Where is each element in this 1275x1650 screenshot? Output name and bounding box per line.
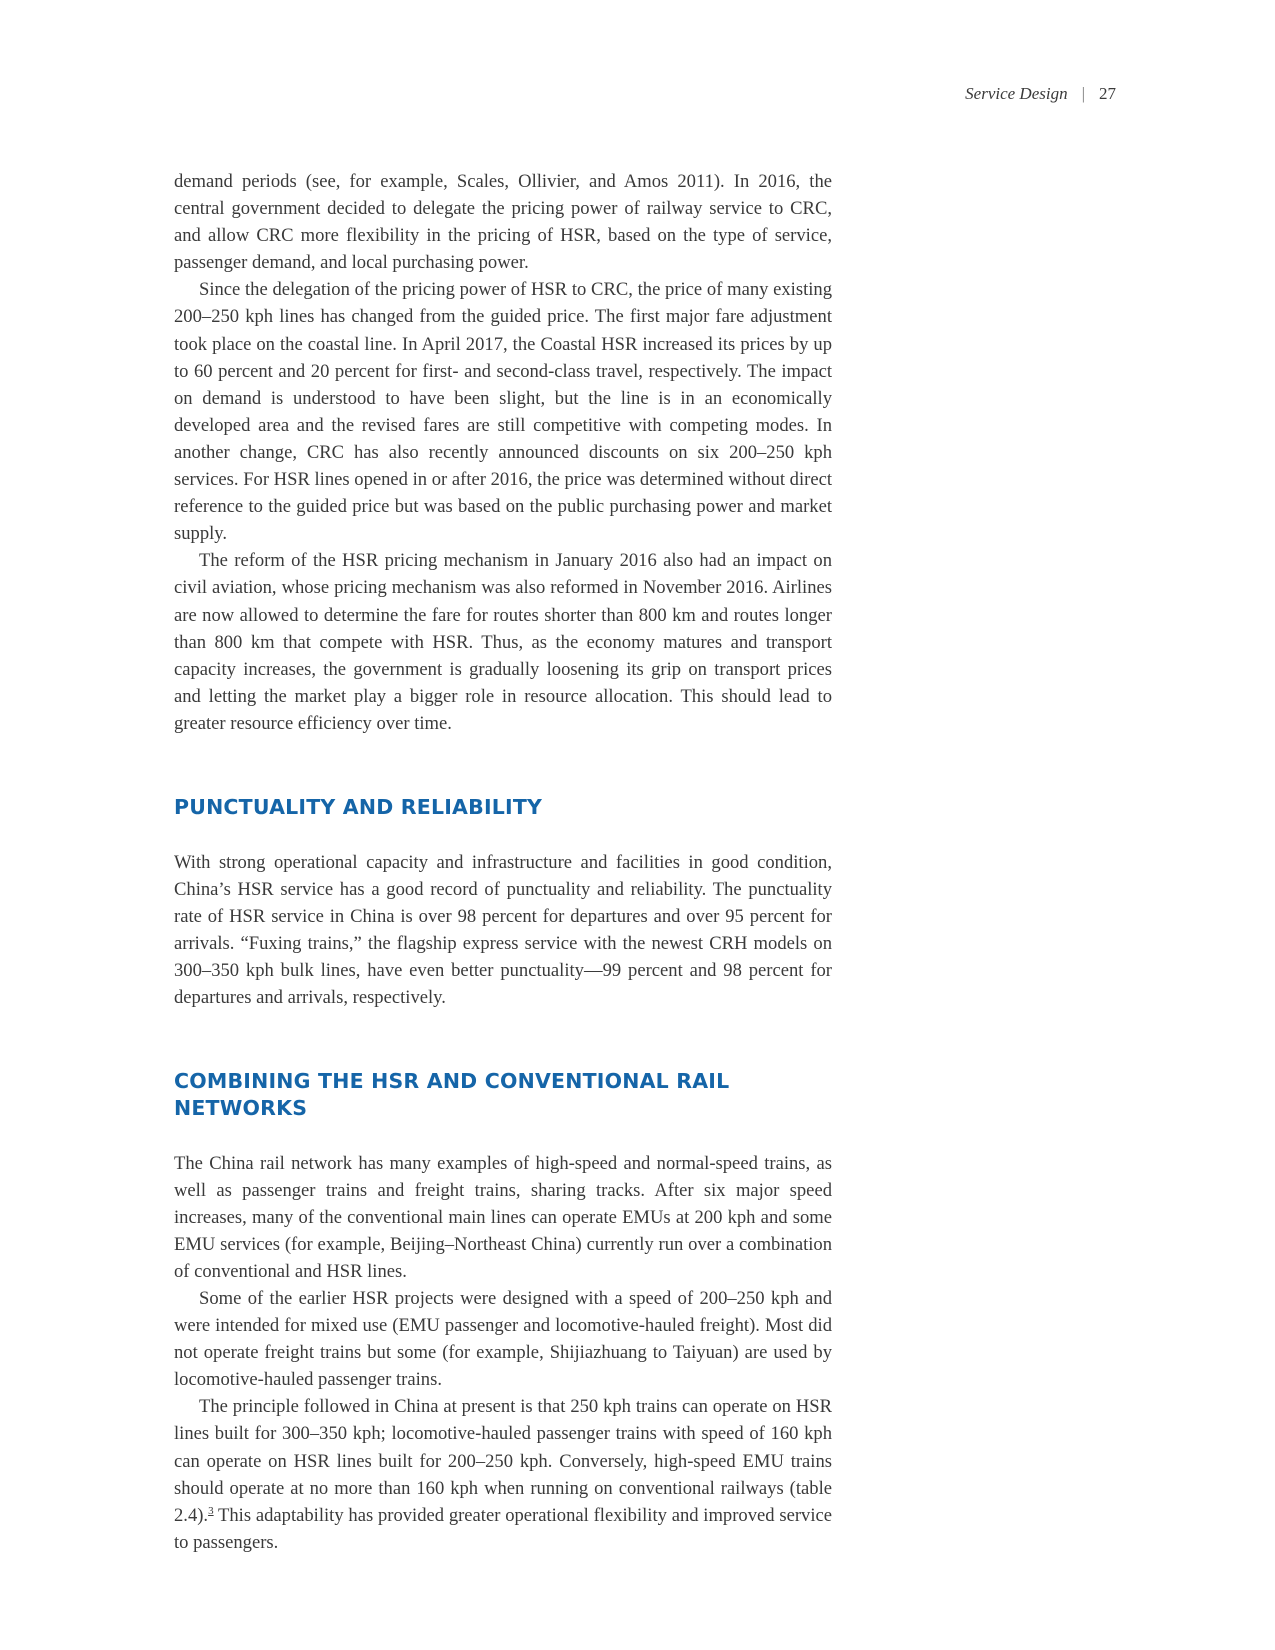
section-heading-block — [174, 794, 832, 821]
running-head-section: Service Design — [965, 84, 1068, 103]
body-paragraph: The China rail network has many examples of high-speed and normal-speed trains, as well as passenger trains and freight trains, sharing tracks. After six major speed increases, many of the conventional main lines can operate EMUs at 200 kph and some EMU services (for example, Beijing–Northeast China) currently run over a combination of conventional and HSR lines. — [174, 1152, 832, 1282]
section-heading-punctuality: PUNCTUALITY AND RELIABILITY — [174, 794, 543, 819]
heading-line: COMBINING THE HSR AND CONVENTIONAL RAIL — [174, 1068, 730, 1093]
body-paragraph: Since the delegation of the pricing power of HSR to CRC, the price of many existing 200–250 kph lines has changed from the guided price. The first major fare adjustment took place on the coastal line. In April 2017, the Coastal HSR increased its prices by up to 60 percent and 20 percent for first- and second-class travel, respectively. The impact on demand is understood to have been slight, but the line is in an economically developed area and the revised fares are still competitive with competing modes. In another change, CRC has also recently announced discounts on six 200–250 kph services. For HSR lines opened in or after 2016, the price was determined without direct reference to the guided price but was based on the public purchasing power and market supply. — [174, 279, 832, 545]
running-head-separator: | — [1081, 84, 1085, 103]
footnote-reference-link[interactable]: 3 — [208, 1504, 214, 1517]
section-heading-block — [174, 1068, 832, 1122]
section-heading-combining — [174, 1068, 832, 1122]
page-number: 27 — [1099, 84, 1116, 103]
heading-line: NETWORKS — [174, 1095, 308, 1120]
body-paragraph: Some of the earlier HSR projects were designed with a speed of 200–250 kph and were intended for mixed use (EMU passenger and locomotive-hauled freight). Most did not operate freight trains but some (for example, Shijiazhuang to Taiyuan) are used by locomotive-hauled passenger trains. — [174, 1288, 832, 1391]
paragraph-text: The principle followed in China at present is that 250 kph trains can operate on HSR lines built for 300–350 kph; locomotive-hauled passenger trains with speed of 160 kph can operate on HSR lines built for 200–250 kph. Conversely, high-speed EMU trains should operate at no more than 160 kph when running on conventional railways (table 2.4). — [174, 1396, 832, 1526]
body-paragraph: With strong operational capacity and infrastructure and facilities in good condition, China’s HSR service has a good record of punctuality and reliability. The punctuality rate of HSR service in China is over 98 percent for departures and over 95 percent for arrivals. “Fuxing trains,” the flagship express service with the newest CRH models on 300–350 kph bulk lines, have even better punctuality—99 percent and 98 percent for departures and arrivals, respectively. — [174, 851, 832, 1009]
body-text-column — [174, 168, 832, 1556]
body-paragraph — [174, 1393, 832, 1556]
running-head — [965, 84, 1116, 104]
body-paragraph: The reform of the HSR pricing mechanism in January 2016 also had an impact on civil aviation, whose pricing mechanism was also reformed in November 2016. Airlines are now allowed to determine the fare for routes shorter than 800 km and routes longer than 800 km that compete with HSR. Thus, as the economy matures and transport capacity increases, the government is gradually loosening its grip on transport prices and letting the market play a bigger role in resource allocation. This should lead to greater resource efficiency over time. — [174, 550, 832, 734]
paragraph-text: This adaptability has provided greater operational flexibility and improved service to passengers. — [174, 1504, 832, 1553]
body-paragraph: demand periods (see, for example, Scales, Ollivier, and Amos 2011). In 2016, the central government decided to delegate the pricing power of railway service to CRC, and allow CRC more flexibility in the pricing of HSR, based on the type of service, passenger demand, and local purchasing power. — [174, 171, 832, 274]
